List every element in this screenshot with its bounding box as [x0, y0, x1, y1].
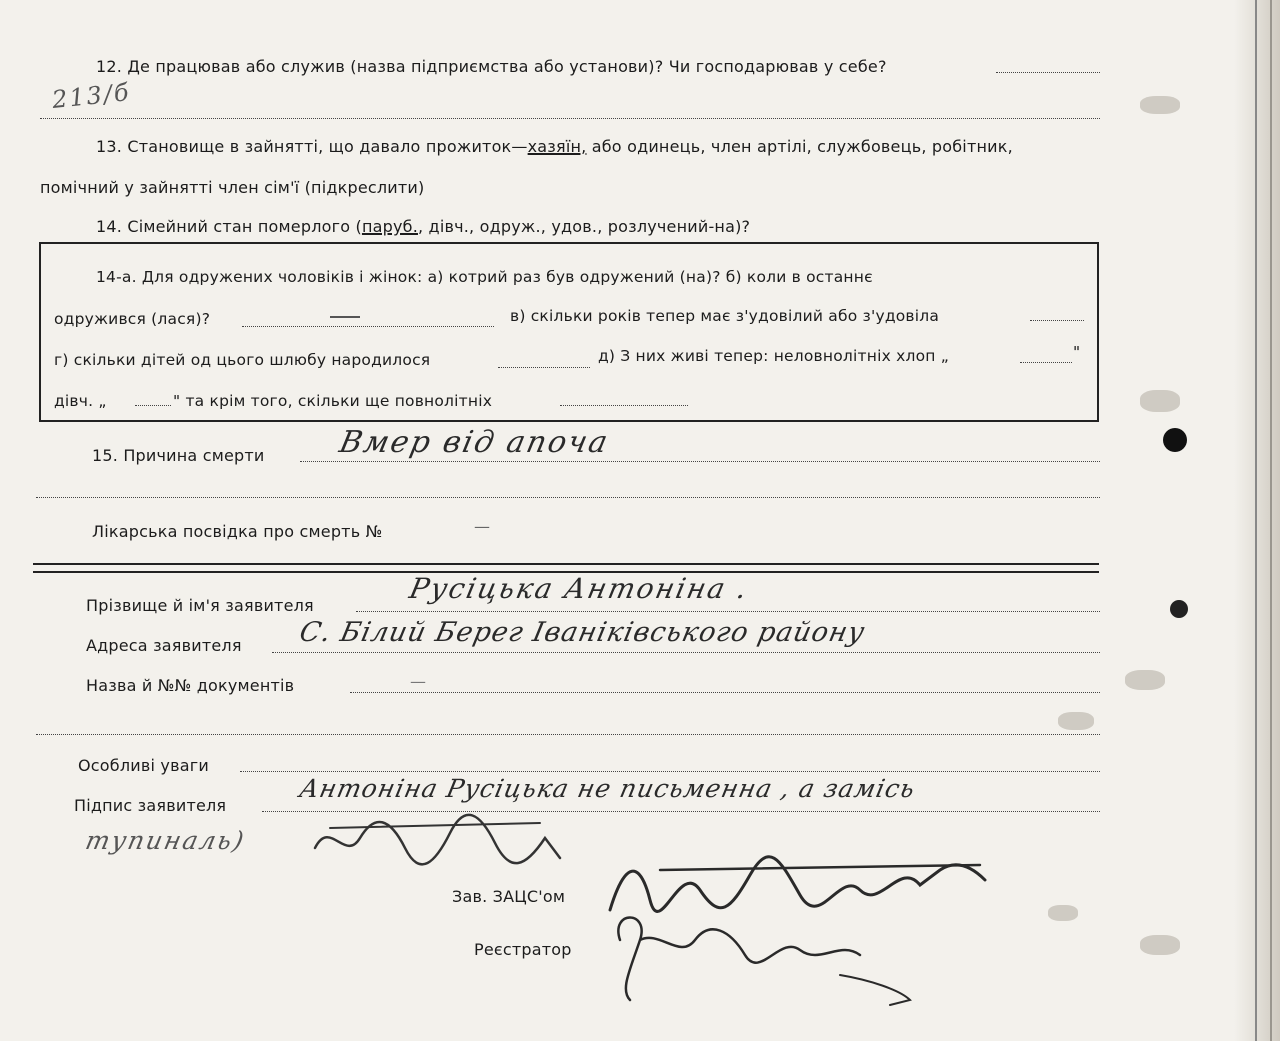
- q13-label-start: 13. Становище в зайнятті, що давало прожиток—: [96, 137, 528, 156]
- q14a-line3-b: д) З них живі тепер: неловнолітніх хлоп „: [598, 347, 949, 365]
- applicant-address-line: [272, 652, 1100, 653]
- applicant-address-value: С. Білий Берег Іваніківського району: [296, 617, 868, 648]
- documents-line: [350, 692, 1100, 693]
- zags-head-label: Зав. ЗАЦС'ом: [452, 887, 566, 906]
- q14a-line1: 14-а. Для одружених чоловіків і жінок: а) котрий раз був одружений (на)? б) коли в останнє: [96, 268, 873, 286]
- q15-cause-of-death: Вмер від апоча: [336, 425, 613, 460]
- medical-cert-label: Лікарська посвідка про смерть №: [92, 522, 383, 541]
- q15-answer-line: [300, 461, 1100, 462]
- q14a-married-when-line: [242, 326, 494, 327]
- q14a-children-line: [498, 367, 590, 368]
- q12-margin-note: 213/б: [50, 77, 132, 115]
- q13-label-end: або одинець, член артілі, службовець, робітник,: [591, 137, 1013, 156]
- q13-label: [96, 137, 1013, 156]
- documents-line-2: [36, 734, 1100, 735]
- binding-crease-outer: [1270, 0, 1272, 1041]
- q13-label-line2: помічний у зайнятті член сім'ї (підкреслити): [40, 178, 425, 197]
- binding-crease: [1255, 0, 1257, 1041]
- special-notes-label: Особливі уваги: [78, 756, 209, 775]
- q14a-adults-line: [560, 405, 688, 406]
- q13-selected-option: хазяїн,: [527, 137, 587, 156]
- q14a-line2-b: в) скільки років тепер має з'удовілий або з'удовіла: [510, 307, 940, 325]
- q14a-minor-girls-line: [135, 405, 171, 406]
- q14a-minor-boys-line: [1020, 362, 1072, 363]
- registrar-label: Реєстратор: [474, 940, 572, 959]
- q14-label: [96, 217, 750, 236]
- q14a-line3-label: г) скільки дітей од цього шлюбу народилося: [54, 351, 431, 369]
- q14a-widowed-years-line: [1030, 320, 1084, 321]
- q14a-line2-label: одружився (лася)?: [54, 310, 211, 328]
- q12-label: 12. Де працював або служив (назва підприємства або установи)? Чи господарював у себе?: [96, 57, 887, 76]
- applicant-signature-note-line2: тупиналь): [82, 826, 249, 855]
- page-stain-3: [1125, 670, 1165, 690]
- q12-answer-line-2: [40, 118, 1100, 119]
- q15-label: 15. Причина смерти: [92, 446, 265, 465]
- section-separator-top: [33, 563, 1099, 565]
- q14-selected-option: паруб.: [361, 217, 418, 236]
- q14a-line4-a: дівч. „: [54, 392, 107, 410]
- q14a-married-when-dash: [330, 316, 360, 318]
- applicant-signature-label: Підпис заявителя: [74, 796, 227, 815]
- medical-cert-value: —: [474, 517, 491, 536]
- applicant-scrawl-signature: [310, 808, 570, 878]
- q14-label-start: 14. Сімейний стан померлого (: [96, 217, 362, 236]
- applicant-name-label: Прізвище й ім'я заявителя: [86, 596, 314, 615]
- documents-label: Назва й №№ документів: [86, 676, 295, 695]
- binding-hole: [1163, 428, 1187, 452]
- special-notes-line: [240, 771, 1100, 772]
- q14-label-end: , дівч., одруж., удов., розлучений-на)?: [417, 217, 751, 236]
- applicant-address-label: Адреса заявителя: [86, 636, 242, 655]
- binding-hole-2: [1170, 600, 1188, 618]
- applicant-name-line: [356, 611, 1100, 612]
- q14a-line4-b: " та крім того, скільки ще повнолітніх: [173, 392, 493, 410]
- applicant-signature-note: Антоніна Русіцька не письменна , а замісь: [296, 774, 919, 803]
- documents-value: —: [410, 672, 427, 691]
- page-stain-2: [1140, 390, 1180, 412]
- q14a-line3-close-quote: ": [1073, 343, 1081, 361]
- page-stain: [1140, 96, 1180, 114]
- q12-answer-line: [996, 72, 1100, 73]
- page-stain-4: [1058, 712, 1094, 730]
- applicant-name-value: Русіцька Антоніна .: [406, 572, 752, 605]
- page-binding: [1234, 0, 1280, 1041]
- page-stain-5: [1140, 935, 1180, 955]
- q15-answer-line-2: [36, 497, 1100, 498]
- page-stain-6: [1048, 905, 1078, 921]
- registrar-signature: [600, 900, 920, 1010]
